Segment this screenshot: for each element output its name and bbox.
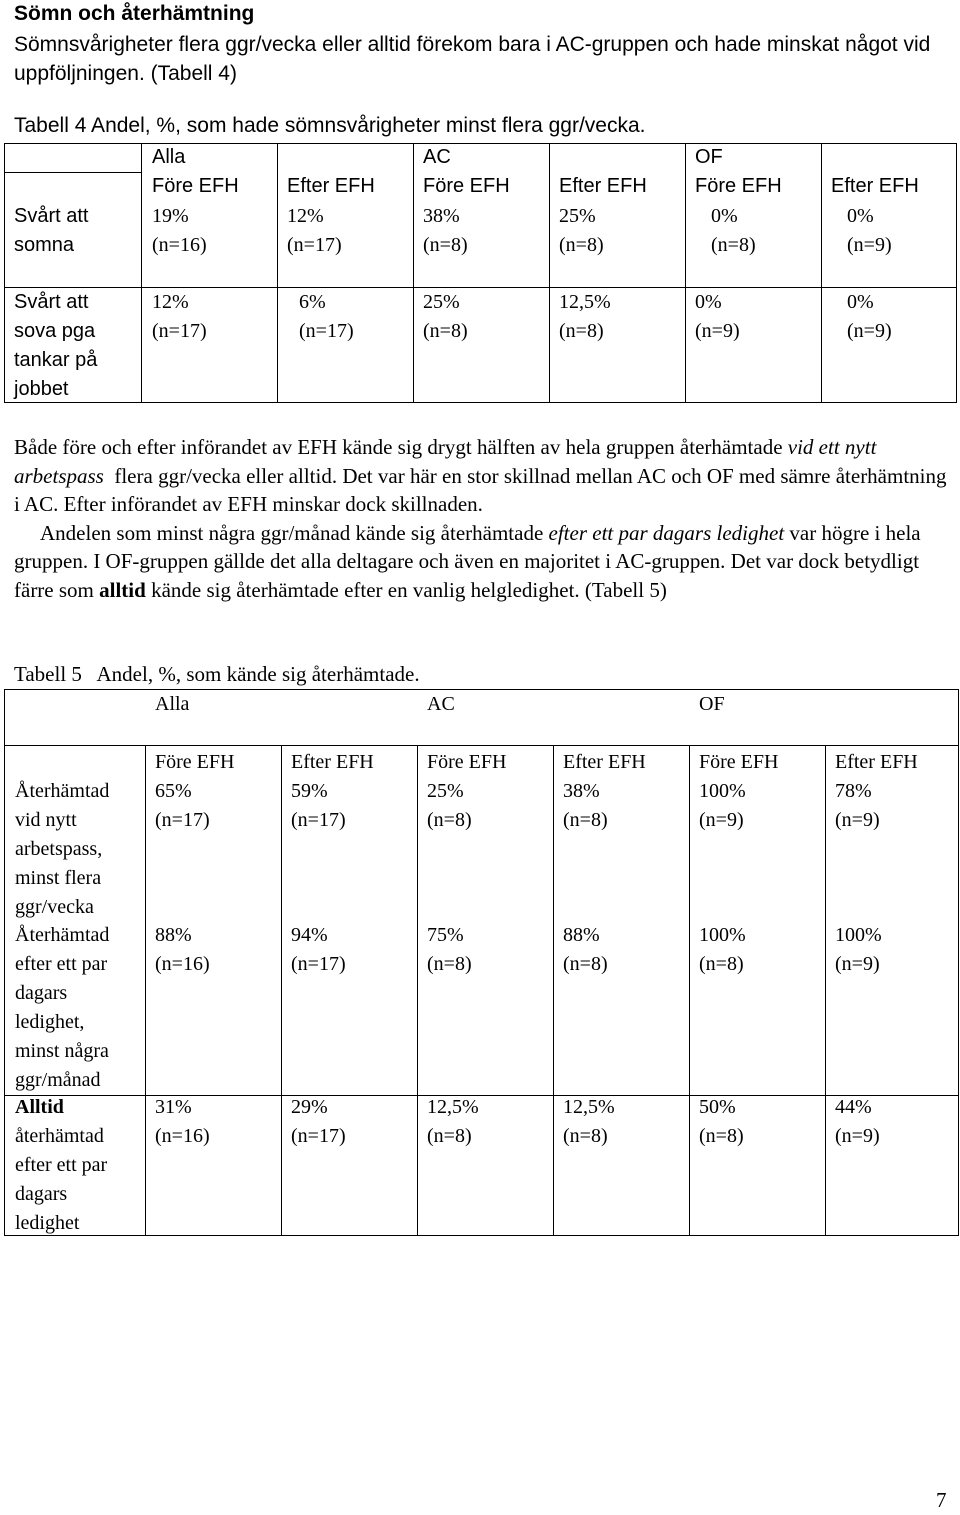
table-rule: [4, 689, 959, 690]
table5-cell-line: 31%: [155, 1096, 192, 1118]
table4-cell-line: (n=8): [559, 320, 604, 342]
table4-cell: [423, 202, 468, 260]
table5-row-label: [15, 921, 109, 1095]
table-rule: [277, 143, 278, 403]
table4-row-label: [14, 288, 97, 404]
table4-row-label-line: somna: [14, 234, 75, 256]
table4-row-label: [14, 202, 88, 260]
table5-cell-line: 12,5%: [563, 1096, 615, 1118]
table5-cell-line: (n=17): [291, 809, 346, 831]
table5-cell-line: (n=8): [427, 1125, 472, 1147]
table4-subheader: [287, 172, 375, 201]
table4-cell-line: 12%: [287, 205, 324, 227]
table5-subheader-line: Före EFH: [699, 751, 779, 773]
table5-cell: [427, 1093, 479, 1151]
table-rule: [553, 745, 554, 1236]
table5-cell-line: (n=9): [835, 1125, 880, 1147]
table5-cell-line: (n=17): [291, 953, 346, 975]
table4-cell-line: (n=9): [847, 320, 892, 342]
table5-cell-line: (n=8): [563, 953, 608, 975]
table4-cell-line: (n=16): [152, 234, 207, 256]
table-rule: [141, 143, 142, 403]
table4-cell: [299, 288, 354, 346]
table5-cell-line: 38%: [563, 780, 600, 802]
table4-cell: [423, 288, 468, 346]
table4-cell-line: (n=17): [287, 234, 342, 256]
table5-row-label: [15, 777, 109, 922]
table4-cell-line: (n=8): [423, 234, 468, 256]
table-rule: [4, 1235, 959, 1236]
table5-group-alla-line: Alla: [155, 693, 190, 715]
table5-row-label-line: efter ett par: [15, 953, 108, 975]
table5-cell-line: 25%: [427, 780, 464, 802]
table5-subheader-line: Före EFH: [155, 751, 235, 773]
table5-group-of-line: OF: [699, 693, 725, 715]
para-text-3: Andelen som minst några ggr/månad kände sig återhämtade: [40, 520, 549, 545]
table-rule: [4, 287, 957, 288]
table4-subheader: [831, 172, 919, 201]
table5-subheader: [835, 748, 918, 777]
table-rule: [281, 745, 282, 1236]
table-rule: [417, 745, 418, 1236]
table4-cell-line: 12%: [152, 291, 189, 313]
para-italic-1: vid ett nytt arbetspass: [14, 435, 877, 488]
table-rule: [4, 402, 957, 403]
table5-cell: [155, 777, 210, 835]
table5-cell-line: (n=16): [155, 953, 210, 975]
table5-row-label: [15, 1093, 107, 1238]
table4-subheader-line: Före EFH: [423, 175, 510, 197]
table4-cell: [847, 202, 892, 260]
table5-cell: [291, 921, 346, 979]
table5-cell-line: 75%: [427, 924, 464, 946]
table4-cell-line: 12,5%: [559, 291, 611, 313]
table4-caption: Tabell 4 Andel, %, som hade sömnsvårigheter minst flera ggr/vecka.: [14, 114, 646, 137]
table4-cell-line: (n=17): [299, 320, 354, 342]
table5-cell-line: (n=9): [835, 809, 880, 831]
table4-cell-line: (n=8): [711, 234, 756, 256]
table5-row-label-line: ledighet,: [15, 1011, 85, 1033]
table4-cell-line: (n=17): [152, 320, 207, 342]
table5-cell: [427, 921, 472, 979]
table5-subheader: [427, 748, 506, 777]
table4-row-label-line: tankar på: [14, 349, 98, 371]
table4-cell-line: 0%: [847, 205, 874, 227]
table5-subheader-line: Efter EFH: [291, 751, 374, 773]
table5-cell-line: 65%: [155, 780, 192, 802]
para-text-2: flera ggr/vecka eller alltid. Det var här en stor skillnad mellan AC och OF med sämre återhämtning i AC. Efter införandet av EFH minskar dock skillnaden.: [14, 463, 947, 516]
table5-cell: [291, 1093, 346, 1151]
table5-cell: [699, 777, 746, 835]
table5-cell: [835, 1093, 880, 1151]
table5-cell-line: 88%: [155, 924, 192, 946]
table5-cell-line: (n=8): [563, 809, 608, 831]
table5-cell-line: (n=17): [155, 809, 210, 831]
table-rule: [4, 143, 5, 403]
table4-cell-line: (n=9): [695, 320, 740, 342]
para-italic-2: efter ett par dagars ledighet: [548, 520, 785, 545]
table5-cell-line: (n=17): [291, 1125, 346, 1147]
table5-group-ac-line: AC: [427, 693, 455, 715]
table5-row-label-line: minst flera: [15, 867, 102, 889]
table5-cell-line: 88%: [563, 924, 600, 946]
table4-cell-line: 0%: [711, 205, 738, 227]
table4-subheader: [559, 172, 647, 201]
table5-cell-line: (n=8): [699, 1125, 744, 1147]
table4-group-of: [695, 143, 723, 172]
table4-row-label-line: Svårt att: [14, 291, 89, 313]
table5-subheader: [563, 748, 646, 777]
para-text-4: var högre i hela gruppen. I OF-gruppen gällde det alla deltagare och även en majoritet i AC-gruppen. Det var dock betydligt färre som: [14, 520, 921, 602]
table-rule: [4, 143, 957, 144]
table5-cell-line: 100%: [699, 924, 746, 946]
table5-cell: [563, 1093, 615, 1151]
table5-group-ac: [427, 690, 455, 719]
table5-row-label-line: återhämtad: [15, 1125, 104, 1147]
table5-row-label-line: Återhämtad: [15, 780, 110, 802]
table5-subheader: [291, 748, 374, 777]
table5-group-alla: [155, 690, 189, 719]
table4-cell-line: (n=9): [847, 234, 892, 256]
table5-cell: [563, 777, 608, 835]
table5-group-of: [699, 690, 725, 719]
table4-subheader-line: Efter EFH: [287, 175, 375, 197]
table5-cell-line: (n=16): [155, 1125, 210, 1147]
table5-cell-line: (n=8): [699, 953, 744, 975]
table5-cell-line: 59%: [291, 780, 328, 802]
table-rule: [4, 745, 959, 746]
table4-group-alla-line: Alla: [152, 146, 186, 168]
table-rule: [956, 143, 957, 403]
table5-cell-line: 94%: [291, 924, 328, 946]
intro-paragraph: Sömnsvårigheter flera ggr/vecka eller alltid förekom bara i AC-gruppen och hade minskat något vid uppföljningen. (Tabell 4): [14, 33, 931, 85]
table5-cell: [835, 921, 882, 979]
table5-row-label-line: Återhämtad: [15, 924, 110, 946]
table-rule: [549, 143, 550, 403]
table5-row-label-line: dagars: [15, 982, 68, 1004]
table5-subheader-line: Efter EFH: [563, 751, 646, 773]
table4-cell: [711, 202, 756, 260]
table4-cell: [559, 288, 611, 346]
table-rule: [4, 172, 141, 173]
table-rule: [958, 689, 959, 1236]
table4-cell: [152, 202, 207, 260]
table5-cell-line: (n=9): [699, 809, 744, 831]
table-rule: [4, 689, 5, 1236]
table4-cell-line: 0%: [847, 291, 874, 313]
table5-cell-line: 12,5%: [427, 1096, 479, 1118]
table-rule: [685, 143, 686, 403]
table4-group-alla: [152, 143, 185, 172]
table-rule: [821, 143, 822, 403]
table5-cell: [291, 777, 346, 835]
table5-row-label-line: vid nytt: [15, 809, 77, 831]
table5-subheader: [155, 748, 234, 777]
table5-cell-line: 29%: [291, 1096, 328, 1118]
table4-cell-line: 25%: [559, 205, 596, 227]
table5-cell-line: (n=8): [427, 809, 472, 831]
table5-cell: [699, 1093, 744, 1151]
table-rule: [825, 745, 826, 1236]
table4-cell: [287, 202, 342, 260]
table5-cell-line: (n=8): [563, 1125, 608, 1147]
table4-cell-line: (n=8): [559, 234, 604, 256]
table4-cell: [847, 288, 892, 346]
table4-group-of-line: OF: [695, 146, 723, 168]
table5-cell: [155, 1093, 210, 1151]
table4-cell-line: 19%: [152, 205, 189, 227]
table5-cell: [699, 921, 746, 979]
table-rule: [145, 745, 146, 1236]
table5-row-label-line: minst några: [15, 1040, 109, 1062]
table-rule: [689, 745, 690, 1236]
table5-cell-line: (n=9): [835, 953, 880, 975]
table-rule: [413, 143, 414, 403]
table4-row-label-line: sova pga: [14, 320, 96, 342]
table5-cell-line: 78%: [835, 780, 872, 802]
table5-cell: [835, 777, 880, 835]
page-number: 7: [936, 1488, 947, 1512]
table4-subheader-line: Före EFH: [152, 175, 239, 197]
table4-group-ac-line: AC: [423, 146, 451, 168]
table5-cell: [563, 921, 608, 979]
table4-subheader: [423, 172, 510, 201]
para-text-5: kände sig återhämtade efter en vanlig helgledighet. (Tabell 5): [145, 577, 667, 602]
table5-row-label-line: efter ett par: [15, 1154, 108, 1176]
table5-row-label-line: ggr/vecka: [15, 896, 94, 918]
results-paragraph: [14, 433, 949, 604]
table4-subheader: [152, 172, 239, 201]
section-heading: Sömn och återhämtning: [14, 2, 255, 25]
table5-cell-line: 100%: [835, 924, 882, 946]
table5-cell: [155, 921, 210, 979]
table5-row-label-line: dagars: [15, 1183, 68, 1205]
table5-caption: Tabell 5 Andel, %, som kände sig återhämtade.: [14, 662, 420, 686]
table4-cell: [152, 288, 207, 346]
table5-cell-line: 44%: [835, 1096, 872, 1118]
table5-cell-line: 50%: [699, 1096, 736, 1118]
table4-subheader-line: Efter EFH: [559, 175, 647, 197]
table4-cell-line: 0%: [695, 291, 722, 313]
table5-row-label-line: ggr/månad: [15, 1069, 101, 1091]
table5-row-label-line: arbetspass,: [15, 838, 103, 860]
table4-cell-line: 25%: [423, 291, 460, 313]
para-text-1: Både före och efter införandet av EFH kände sig drygt hälften av hela gruppen återhämtade: [14, 435, 788, 459]
table-rule: [4, 1095, 959, 1096]
table5-cell-line: 100%: [699, 780, 746, 802]
table4-subheader-line: Före EFH: [695, 175, 782, 197]
table4-subheader-line: Efter EFH: [831, 175, 919, 197]
table5-cell-line: (n=8): [427, 953, 472, 975]
table5-cell: [427, 777, 472, 835]
table4-subheader: [695, 172, 782, 201]
table5-row-label-line: ledighet: [15, 1212, 80, 1234]
table4-row-label-line: jobbet: [14, 378, 69, 400]
table4-cell-line: (n=8): [423, 320, 468, 342]
table4-cell-line: 6%: [299, 291, 326, 313]
table4-row-label-line: Svårt att: [14, 205, 89, 227]
table5-subheader-line: Efter EFH: [835, 751, 918, 773]
table5-row-label-line: Alltid: [15, 1096, 64, 1118]
table5-subheader: [699, 748, 778, 777]
table5-subheader-line: Före EFH: [427, 751, 507, 773]
table4-group-ac: [423, 143, 451, 172]
para-bold-1: alltid: [99, 577, 146, 602]
table4-cell: [559, 202, 604, 260]
table4-cell-line: 38%: [423, 205, 460, 227]
table4-cell: [695, 288, 740, 346]
